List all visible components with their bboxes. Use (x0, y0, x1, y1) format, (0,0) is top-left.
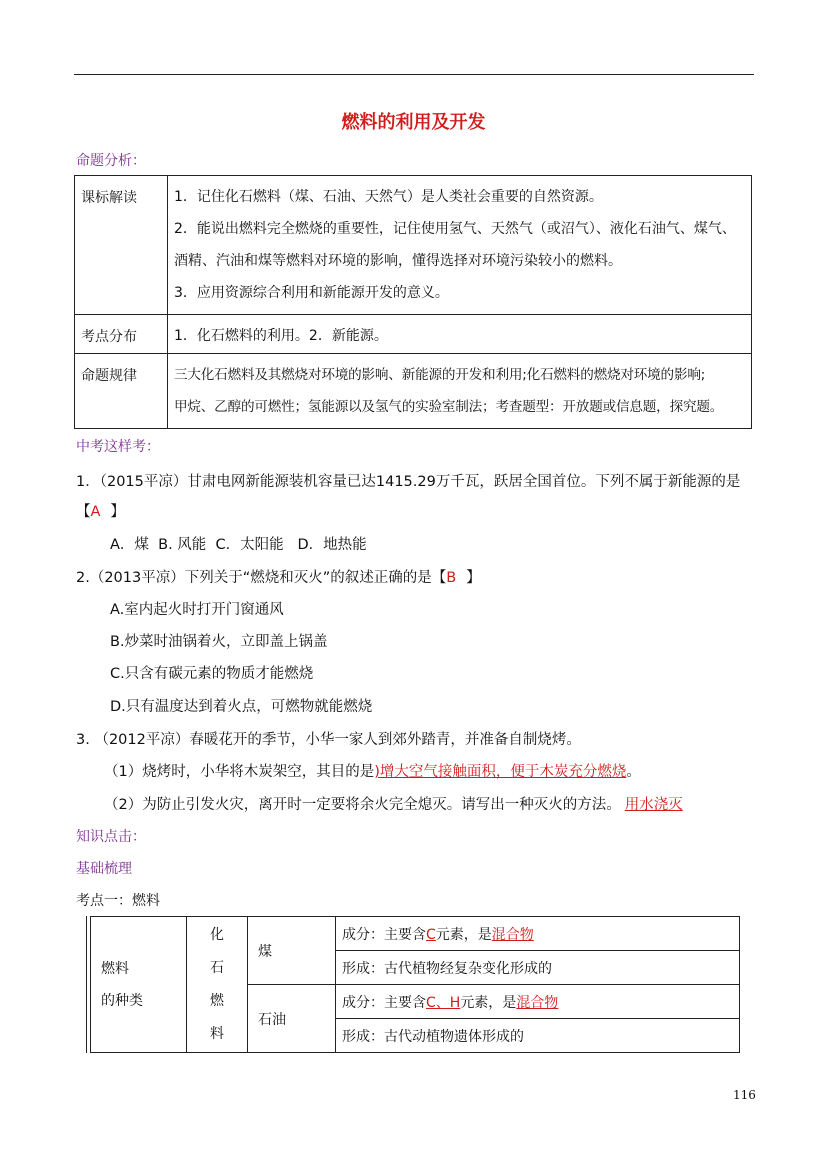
coal-element-answer: C (426, 926, 436, 943)
section-analysis-heading: 命题分析： (76, 153, 146, 169)
header-rule (74, 74, 754, 75)
coal-composition (336, 917, 740, 951)
question-2-option-b: B.炒菜时油锅着火，立即盖上锅盖 (110, 634, 328, 650)
question-1-answer: A (90, 504, 101, 520)
oil-cell: 石油 (248, 985, 336, 1053)
oil-comp-text2: 元素，是 (460, 994, 517, 1011)
curriculum-line: 2．能说出燃料完全燃烧的重要性，记住使用氢气、天然气（或沼气）、液化石油气、煤气、 (174, 221, 736, 237)
oil-composition (336, 985, 740, 1019)
sub1-answer: )增大空气接触面积，便于木炭充分燃烧 (374, 764, 627, 780)
coal-cell: 煤 (248, 917, 336, 985)
bracket-open: 【 (76, 504, 91, 520)
oil-formation: 形成：古代动植物遗体形成的 (336, 1019, 740, 1053)
row-content-pattern (168, 354, 752, 429)
question-2-option-c: C.只含有碳元素的物质才能燃烧 (110, 666, 314, 682)
row-head-distribution: 考点分布 (75, 315, 168, 354)
oil-comp-text: 成分：主要含 (342, 994, 426, 1011)
row-head-curriculum: 课标解读 (75, 176, 168, 315)
section-knowledge-heading: 知识点击： (76, 829, 146, 845)
table-row (75, 315, 752, 354)
row-content-distribution: 1．化石燃料的利用。2．新能源。 (168, 315, 752, 354)
pattern-line: 三大化石燃料及其燃烧对环境的影响、新能源的开发和利用;化石燃料的燃烧对环境的影响; (174, 367, 706, 383)
question-3-text: 3. （2012平凉）春暖花开的季节，小华一家人到郊外踏青，并准备自制烧烤。 (76, 732, 581, 748)
curriculum-line: 1．记住化石燃料（煤、石油、天然气）是人类社会重要的自然资源。 (174, 189, 603, 205)
page-number: 116 (733, 1088, 756, 1102)
question-3-sub2 (104, 793, 683, 814)
fuel-types-line: 的种类 (101, 992, 143, 1009)
table-left-double-border (86, 916, 87, 1053)
question-1-options: A．煤 B. 风能 C．太阳能 D．地热能 (110, 537, 367, 553)
fossil-char: 石 (210, 959, 224, 976)
coal-comp-text: 成分：主要含 (342, 926, 426, 943)
fuel-types-cell (91, 917, 187, 1053)
oil-mixture-answer: 混合物 (516, 994, 559, 1011)
row-head-pattern: 命题规律 (75, 354, 168, 429)
section-exam-heading: 中考这样考： (76, 439, 160, 455)
question-2-option-d: D.只有温度达到着火点，可燃物就能燃烧 (110, 699, 373, 715)
fuel-types-line: 燃料 (101, 960, 129, 977)
question-1-answer-line (76, 500, 125, 521)
table-row (75, 354, 752, 429)
table-row (91, 917, 740, 951)
sub2-text: （2）为防止引发火灾，离开时一定要将余火完全熄灭。请写出一种灭火的方法。 (104, 797, 621, 813)
sub1-end: 。 (626, 764, 641, 780)
analysis-table (74, 175, 752, 429)
coal-formation: 形成：古代植物经复杂变化形成的 (336, 951, 740, 985)
fossil-fuel-cell (187, 917, 248, 1053)
curriculum-line: 3．应用资源综合利用和新能源开发的意义。 (174, 285, 449, 301)
section-basic-heading: 基础梳理 (76, 861, 132, 877)
bracket-close: 】 (110, 504, 125, 520)
row-content-curriculum (168, 176, 752, 315)
oil-element-answer: C、H (426, 994, 461, 1011)
question-2-text: 2.（2013平凉）下列关于“燃烧和灭火”的叙述正确的是【 (76, 570, 447, 586)
sub1-text: （1）烧烤时，小华将木炭架空，其目的是 (104, 764, 375, 780)
fossil-char: 化 (210, 926, 224, 943)
coal-comp-text2: 元素，是 (435, 926, 492, 943)
page-title: 燃料的利用及开发 (341, 112, 486, 133)
fossil-char: 燃 (210, 992, 224, 1009)
fuel-table (90, 916, 740, 1053)
sub2-answer: 用水浇灭 (624, 797, 683, 813)
point-1-heading: 考点一：燃料 (76, 893, 160, 909)
coal-mixture-answer: 混合物 (491, 926, 534, 943)
question-1-text: 1．（2015平凉）甘肃电网新能源装机容量已达1415.29万千瓦，跃居全国首位。下列不属于新能源的是 (76, 474, 741, 490)
question-2-answer: B (446, 570, 457, 586)
table-row (75, 176, 752, 315)
bracket-close: 】 (466, 570, 481, 586)
fossil-char: 料 (210, 1025, 224, 1042)
question-2-line (76, 566, 481, 587)
curriculum-line: 酒精、汽油和煤等燃料对环境的影响，懂得选择对环境污染较小的燃料。 (174, 253, 622, 269)
pattern-line: 甲烷、乙醇的可燃性；氢能源以及氢气的实验室制法；考查题型：开放题或信息题，探究题。 (174, 399, 724, 415)
question-3-sub1 (104, 760, 641, 781)
question-2-option-a: A.室内起火时打开门窗通风 (110, 602, 284, 618)
